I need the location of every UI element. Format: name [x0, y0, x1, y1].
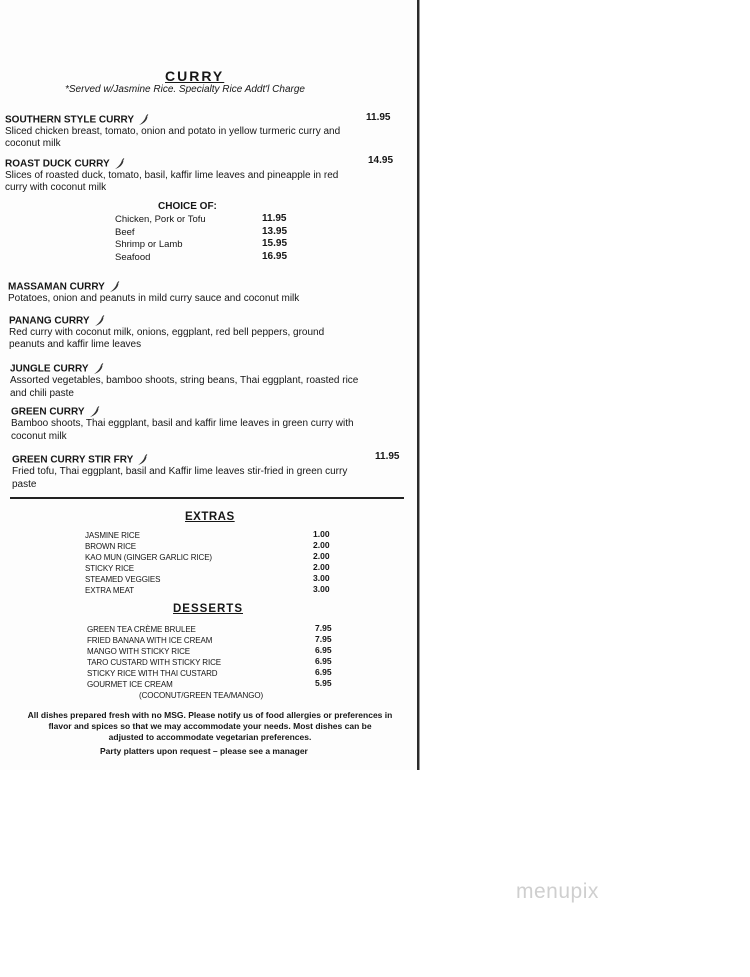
extra-item-name: KAO MUN (GINGER GARLIC RICE) [85, 553, 212, 562]
menu-item-name: GREEN CURRY [11, 406, 100, 418]
menu-item-desc: Assorted vegetables, bamboo shoots, string beans, Thai eggplant, roasted rice [10, 375, 359, 386]
allergy-note [16, 710, 404, 743]
choice-option-price: 11.95 [262, 213, 287, 224]
chili-pepper-icon [137, 114, 149, 126]
ice-cream-flavors: (COCONUT/GREEN TEA/MANGO) [139, 691, 264, 700]
menu-item-desc: Potatoes, onion and peanuts in mild curry sauce and coconut milk [8, 293, 300, 304]
dessert-item-price: 7.95 [315, 634, 332, 644]
chili-pepper-icon [113, 158, 125, 170]
extra-item-price: 3.00 [313, 584, 330, 594]
extra-item-price: 2.00 [313, 540, 330, 550]
section-title: CURRY [165, 68, 225, 84]
extra-item-name: BROWN RICE [85, 542, 137, 551]
dessert-item-price: 5.95 [315, 678, 332, 688]
menu-item-price: 11.95 [366, 112, 391, 123]
dessert-item-price: 6.95 [315, 645, 332, 655]
extra-item-name: STEAMED VEGGIES [85, 575, 161, 584]
menu-item-price: 11.95 [375, 451, 400, 462]
allergy-note-line: All dishes prepared fresh with no MSG. Please notify us of food allergies or preferences in [27, 710, 393, 720]
dessert-item-name: GOURMET ICE CREAM [87, 680, 173, 689]
extras-title: EXTRAS [185, 511, 235, 523]
menu-item-desc: peanuts and kaffir lime leaves [9, 339, 142, 350]
dessert-item-name: TARO CUSTARD WITH STICKY RICE [87, 658, 221, 667]
allergy-note-line: adjusted to accommodate vegetarian preferences. [108, 732, 312, 742]
section-subtitle: *Served w/Jasmine Rice. Specialty Rice Addt'l Charge [65, 84, 305, 95]
menu-item-desc: Sliced chicken breast, tomato, onion and potato in yellow turmeric curry and [5, 126, 341, 137]
dessert-item-name: STICKY RICE WITH THAI CUSTARD [87, 669, 218, 678]
menu-item-name: MASSAMAN CURRY [8, 281, 120, 293]
menu-item-desc: and chili paste [10, 388, 74, 399]
allergy-note-line: flavor and spices so that we may accommodate your needs. Most dishes can be [48, 721, 372, 731]
menu-item-name: PANANG CURRY [9, 315, 105, 327]
menu-item-name: JUNGLE CURRY [10, 363, 104, 375]
extra-item-name: STICKY RICE [85, 564, 134, 573]
menu-item-desc: paste [12, 479, 37, 490]
menu-item-desc: Slices of roasted duck, tomato, basil, kaffir lime leaves and pineapple in red [5, 170, 339, 181]
choice-title: CHOICE OF: [158, 201, 217, 212]
choice-option-label: Shrimp or Lamb [115, 239, 183, 250]
dessert-item-price: 7.95 [315, 623, 332, 633]
menu-item-desc: Red curry with coconut milk, onions, eggplant, red bell peppers, ground [9, 327, 325, 338]
chili-pepper-icon [88, 406, 100, 418]
menupix-watermark: menupix [516, 880, 599, 903]
choice-option-price: 13.95 [262, 226, 288, 237]
menu-item-desc: coconut milk [11, 431, 67, 442]
dessert-item-name: GREEN TEA CRÈME BRULEE [87, 625, 196, 634]
choice-option-label: Chicken, Pork or Tofu [115, 214, 206, 225]
dessert-item-price: 6.95 [315, 656, 332, 666]
desserts-title: DESSERTS [173, 603, 243, 615]
menu-item-desc: coconut milk [5, 138, 61, 149]
chili-pepper-icon [92, 363, 104, 375]
extra-item-price: 2.00 [313, 562, 330, 572]
dessert-item-name: FRIED BANANA WITH ICE CREAM [87, 636, 213, 645]
chili-pepper-icon [108, 281, 120, 293]
menu-item-name: ROAST DUCK CURRY [5, 158, 125, 170]
menu-item-name: SOUTHERN STYLE CURRY [5, 114, 149, 126]
dessert-item-price: 6.95 [315, 667, 332, 677]
menu-item-name: GREEN CURRY STIR FRY [12, 454, 148, 466]
extra-item-price: 2.00 [313, 551, 330, 561]
extra-item-price: 1.00 [313, 529, 330, 539]
choice-option-price: 16.95 [262, 251, 288, 262]
menu-item-desc: Fried tofu, Thai eggplant, basil and Kaffir lime leaves stir-fried in green curry [12, 466, 348, 477]
extra-item-name: EXTRA MEAT [85, 586, 135, 595]
menu-item-desc: curry with coconut milk [5, 182, 107, 193]
extra-item-name: JASMINE RICE [85, 531, 140, 540]
choice-option-label: Seafood [115, 252, 151, 263]
menu-item-desc: Bamboo shoots, Thai eggplant, basil and kaffir lime leaves in green curry with [11, 418, 354, 429]
chili-pepper-icon [93, 315, 105, 327]
page-edge-shadow [419, 0, 420, 770]
section-divider [10, 497, 404, 499]
dessert-item-name: MANGO WITH STICKY RICE [87, 647, 190, 656]
party-platter-note: Party platters upon request – please see a manager [100, 746, 308, 756]
menu-item-price: 14.95 [368, 155, 394, 166]
choice-option-price: 15.95 [262, 238, 288, 249]
choice-option-label: Beef [115, 227, 135, 238]
extra-item-price: 3.00 [313, 573, 330, 583]
chili-pepper-icon [136, 454, 148, 466]
